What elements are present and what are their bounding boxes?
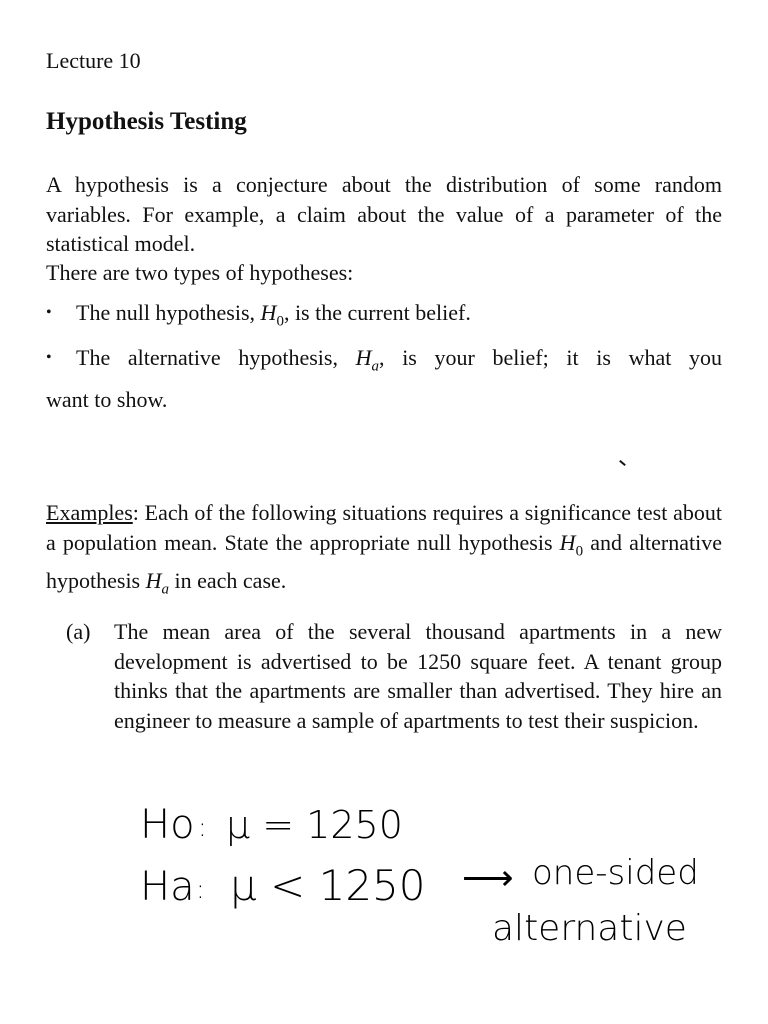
alternative-hypothesis-bullet	[46, 341, 722, 417]
alt-prefix: The alternative hypothesis,	[76, 345, 356, 370]
hw-null-label: Ho	[140, 802, 195, 848]
lecture-number: Lecture 10	[46, 48, 141, 73]
item-a-label: (a)	[66, 619, 91, 644]
hw-alt-colon: :	[196, 875, 205, 905]
null-prefix: The null hypothesis,	[76, 300, 261, 325]
stray-pen-mark	[619, 460, 626, 466]
intro-paragraph: A hypothesis is a conjecture about the distribution of some random variables. For example, a claim about the value of a parameter of the statistical model.	[46, 172, 722, 256]
hw-note-line-1: one-sided	[532, 853, 699, 893]
hw-null-expression: μ = 1250	[226, 803, 403, 847]
h0-subscript: 0	[276, 313, 284, 330]
examples-h0-symbol: H	[559, 529, 576, 555]
examples-ha-sub: a	[161, 581, 170, 598]
examples-text-2: and alternative hypothesis	[46, 529, 722, 594]
examples-text-1: : Each of the following situations requires a significance test about a population mean. State the appropriate null hypothesis	[46, 500, 722, 555]
examples-text-3: in each case.	[169, 568, 287, 594]
hw-note-line-2: alternative	[492, 908, 687, 949]
ha-symbol: H	[355, 345, 372, 370]
types-intro: There are two types of hypotheses:	[46, 260, 354, 285]
page-title: Hypothesis Testing	[46, 108, 247, 135]
alt-continuation: want to show.	[46, 387, 168, 413]
null-suffix: , is the current belief.	[283, 300, 471, 325]
examples-ha-symbol: H	[145, 568, 162, 594]
examples-h0-sub: 0	[575, 542, 584, 559]
hw-arrow-icon: ⟶	[462, 858, 514, 899]
null-hypothesis-bullet	[46, 296, 722, 338]
bullet-dot-icon: •	[46, 304, 52, 321]
item-a-text: The mean area of the several thousand apartments in a new development is advertised to be 1250 square feet. A tenant group thinks that the apartments are smaller than advertised. They hire an engineer to measure a sample of apartments to test their suspicion.	[114, 619, 722, 733]
h0-symbol: H	[260, 300, 277, 325]
ha-subscript: a	[371, 358, 380, 375]
alternative-line-1	[46, 341, 722, 383]
hw-alt-label: Ha	[140, 864, 195, 910]
handwritten-answer	[0, 790, 768, 960]
hw-alt-expression: μ < 1250	[230, 861, 426, 910]
alt-suffix: , is your belief; it is what you	[379, 345, 723, 370]
bullet-dot-icon: •	[46, 349, 52, 366]
example-item-a	[66, 617, 722, 735]
hw-null-colon: :	[198, 813, 207, 843]
examples-paragraph	[46, 498, 722, 605]
examples-label: Examples	[46, 500, 133, 525]
